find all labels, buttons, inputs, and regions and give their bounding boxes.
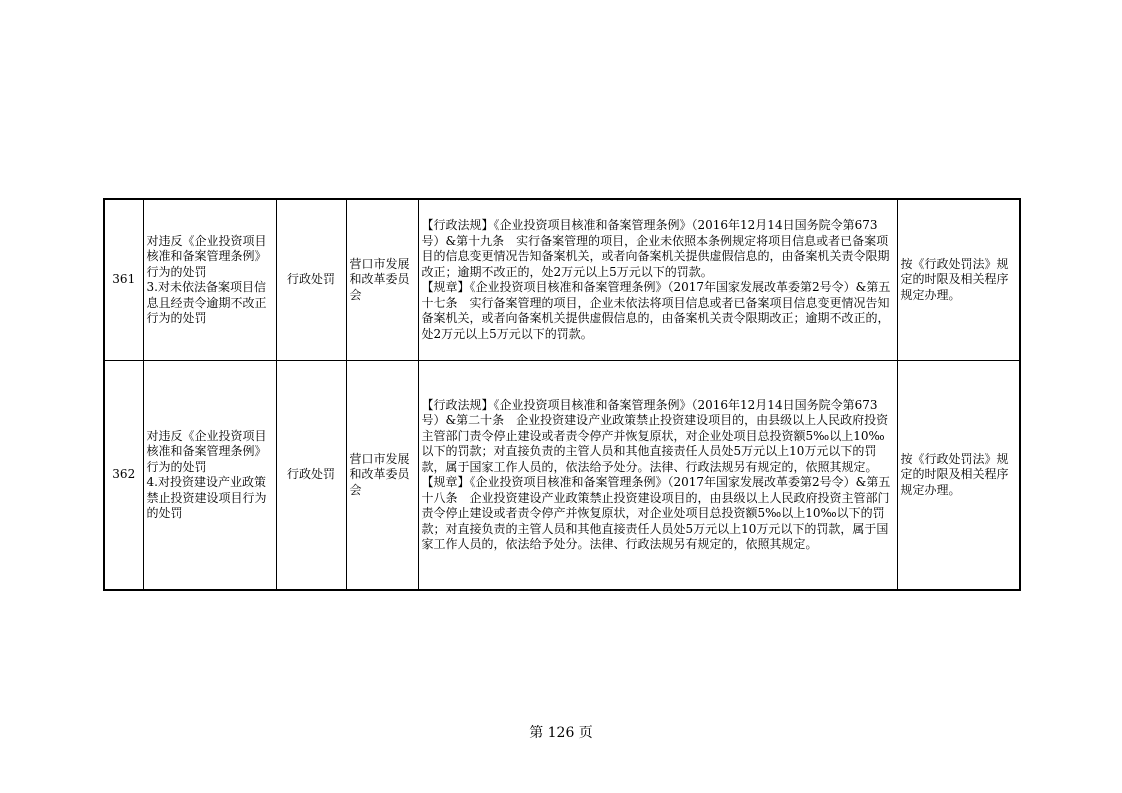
implementing-authority: 营口市发展和改革委员会 <box>346 361 418 591</box>
processing-deadline: 按《行政处罚法》规定的时限及相关程序规定办理。 <box>897 199 1020 361</box>
page-number: 第 126 页 <box>529 725 593 741</box>
item-number: 361 <box>104 199 143 361</box>
item-category: 行政处罚 <box>276 361 346 591</box>
legal-basis-text: 【行政法规】《企业投资项目核准和备案管理条例》（2016年12月14日国务院令第673号）&第十九条 实行备案管理的项目，企业未依照本条例规定将项目信息或者已备案项目的信息变更情况告知备案机关，或者向备案机关提供虚假信息的，由备案机关责令限期改正；逾期不改正的，处2万元以上5万元以下的罚款。 【规章】《企业投资项目核准和备案管理条例》（2017年国家发展改革委第2号令）&第五十七条 实行备案管理的项目，企业未依法将项目信息或者已备案项目信息变更情况告知备案机关，或者向备案机关提供虚假信息的，由备案机关责令限期改正；逾期不改正的，处2万元以上5万元以下的罚款。 <box>421 218 891 341</box>
implementing-authority: 营口市发展和改革委员会 <box>346 199 418 361</box>
item-name <box>143 361 276 591</box>
legal-basis <box>418 361 897 591</box>
table-row <box>104 199 1020 361</box>
processing-deadline: 按《行政处罚法》规定的时限及相关程序规定办理。 <box>897 361 1020 591</box>
item-category: 行政处罚 <box>276 199 346 361</box>
table-row <box>104 361 1020 591</box>
legal-basis-text: 【行政法规】《企业投资项目核准和备案管理条例》（2016年12月14日国务院令第673号）&第二十条 企业投资建设产业政策禁止投资建设项目的，由县级以上人民政府投资主管部门责令停止建设或者责令停产并恢复原状，对企业处项目总投资额5‰以上10‰以下的罚款；对直接负责的主管人员和其他直接责任人员处5万元以上10万元以下的罚款，属于国家工作人员的，依法给予处分。法律、行政法规另有规定的，依照其规定。【规章】《企业投资项目核准和备案管理条例》（2017年国家发展改革委第2号令）&第五十八条 企业投资建设产业政策禁止投资建设项目的，由县级以上人民政府投资主管部门责令停止建设或者责令停产并恢复原状，对企业处项目总投资额5‰以上10‰以下的罚款；对直接负责的主管人员和其他直接责任人员处5万元以上10万元以下的罚款，属于国家工作人员的，依法给予处分。法律、行政法规另有规定的，依照其规定。 <box>421 397 891 551</box>
item-number: 362 <box>104 361 143 591</box>
penalty-items-table <box>103 198 1021 591</box>
item-name <box>143 199 276 361</box>
legal-basis <box>418 199 897 361</box>
item-name-text: 对违反《企业投资项目核准和备案管理条例》行为的处罚 3.对未依法备案项目信息且经责令逾期不改正行为的处罚 <box>146 233 267 325</box>
item-name-text: 对违反《企业投资项目核准和备案管理条例》行为的处罚 4.对投资建设产业政策禁止投资建设项目行为的处罚 <box>146 428 267 520</box>
